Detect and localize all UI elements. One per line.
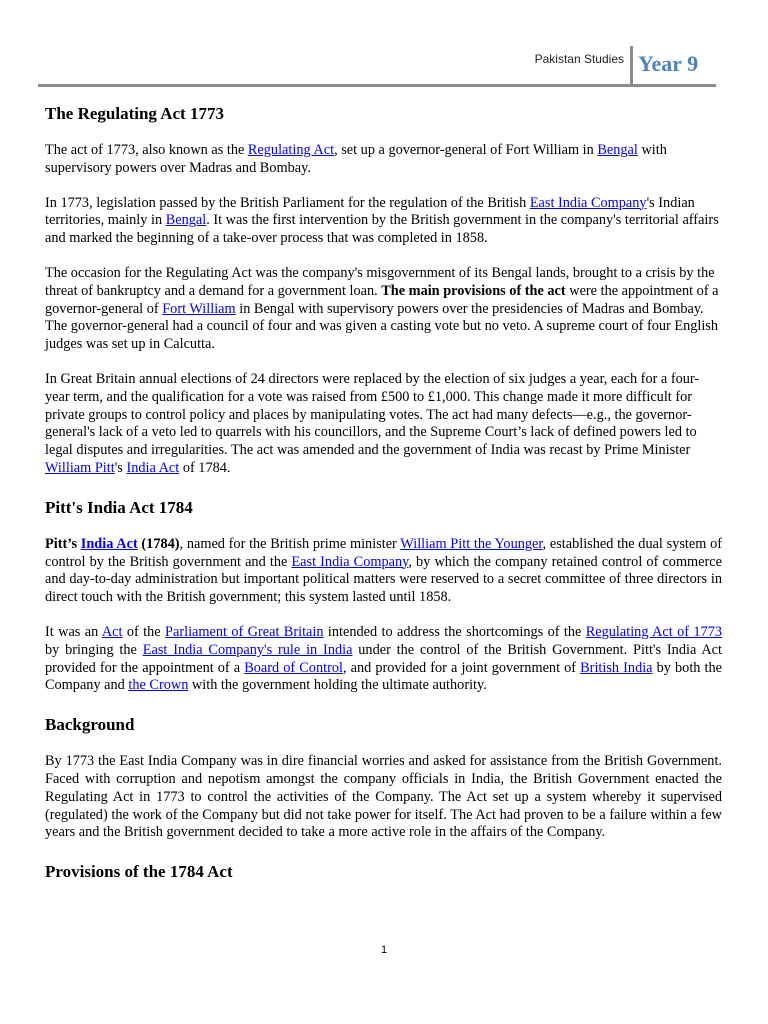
text: , established the dual system of control by the British government and the [45,535,722,570]
page-number: 1 [380,944,388,956]
link-regulating-act-of-1773[interactable]: Regulating Act of 1773 [585,623,722,640]
bold-text: The main provisions of the act [381,282,566,299]
paragraph-3 [45,265,722,354]
text: by bringing the [45,641,143,658]
text: , named for the British prime minister [179,535,401,552]
text: , and provided for a joint government of [342,659,581,676]
heading-background: Background [45,715,135,735]
text: were the appointment of a governor-general of [45,282,719,317]
header-subject: Pakistan Studies [534,52,624,66]
link-regulating-act[interactable]: Regulating Act [247,142,335,158]
paragraph-6 [45,624,722,695]
link-the-crown[interactable]: the Crown [128,677,189,694]
paragraph-2 [45,195,722,248]
link-william-pitt-the-younger[interactable]: William Pitt the Younger [400,535,543,552]
text: It was an [45,623,102,640]
text: The occasion for the Regulating Act was the company's misgovernment of its Bengal lands, brought to a crisis by the threat of bankruptcy and a demand for a government loan. [45,264,715,299]
text: In Great Britain annual elections of 24 directors were replaced by the election of six judges a year, each for a four-year term, and the qualification for a vote was raised from £500 to £1,000. This change made it more difficult for private groups to control policy and places by manipulating votes. The act had many defects—e.g., the governor-general's lack of a veto led to quarrels with his councillors, and the Supreme Court’s lack of defined powers led to legal disputes and irregularities. The act was amended and the government of India was recast by Prime Minister [45,370,700,459]
bold-text: (1784) [137,535,180,552]
text: The act of 1773, also known as the [45,142,248,158]
heading-provisions: Provisions of the 1784 Act [45,862,233,882]
paragraph-4 [45,371,722,478]
text: , set up a governor-general of Fort William in [334,142,598,158]
link-india-act[interactable]: India Act [80,535,138,552]
text: of the [122,623,166,640]
link-act[interactable]: Act [101,623,123,640]
text: under the control of the British Government. Pitt's India Act provided for the appointment of a [45,641,722,676]
paragraph-5 [45,536,722,607]
link-east-india-company[interactable]: East India Company [291,553,409,570]
text: , by which the company retained control of commerce and day-to-day administration but important political matters were reserved to a secret committee of three directors in direct touch with the British government; this system lasted until 1858. [45,553,722,606]
header-year: Year 9 [638,51,699,76]
text: 's [114,459,127,476]
text: intended to address the shortcomings of the [323,623,586,640]
link-british-india[interactable]: British India [580,659,653,676]
heading-regulating-act: The Regulating Act 1773 [45,104,224,123]
text: . It was the first intervention by the British government in the company's territorial affairs and marked the beginning of a take-over process that was completed in 1858. [45,212,719,247]
link-william-pitt[interactable]: William Pitt [45,459,115,476]
text: in Bengal with supervisory powers over the presidencies of Madras and Bombay. The governor-general had a council of four and was given a casting vote but no veto. A supreme court of four English judges was set up in Calcutta. [45,300,719,353]
link-parliament-of-great-britain[interactable]: Parliament of Great Britain [165,623,324,640]
link-bengal[interactable]: Bengal [165,212,207,229]
link-india-act[interactable]: India Act [126,459,180,476]
link-company-rule-in-india[interactable]: East India Company's rule in India [142,641,353,658]
page-header [38,44,716,87]
heading-pitts-india-act: Pitt's India Act 1784 [45,497,193,517]
link-board-of-control[interactable]: Board of Control [244,659,343,676]
link-bengal[interactable]: Bengal [597,142,638,158]
text: of 1784. [179,459,231,476]
text: by both the Company and [45,659,722,694]
header-divider [630,46,633,84]
document-body [45,104,722,900]
text: In 1773, legislation passed by the British Parliament for the regulation of the British [45,194,530,211]
link-fort-william[interactable]: Fort William [162,300,236,317]
text: with supervisory powers over Madras and Bombay. [45,142,667,176]
paragraph-1 [45,142,722,178]
text: 's Indian territories, mainly in [45,194,695,229]
bold-text: Pitt’s [45,535,81,552]
text: with the government holding the ultimate authority. [188,677,487,694]
paragraph-7: By 1773 the East India Company was in dire financial worries and asked for assistance from the British Government. Faced with corruption and nepotism amongst the company officials in India, the British Government enacted the Regulating Act in 1773 to control the activities of the Company. The Act set up a system whereby it supervised (regulated) the work of the Company but did not take power for itself. The Act had proven to be a failure within a few years and the British government decided to take a more active role in the affairs of the Company. [45,753,722,841]
link-east-india-company[interactable]: East India Company [529,194,647,211]
